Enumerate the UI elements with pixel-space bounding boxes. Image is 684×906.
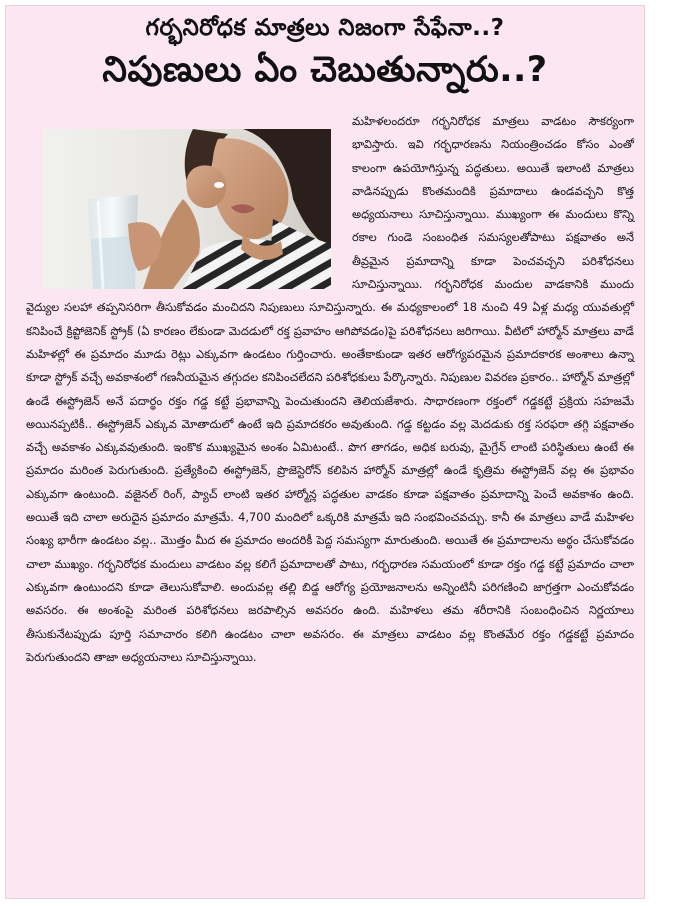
headline-question: గర్భనిరోధక మాత్రలు నిజంగా సేఫేనా..? [145,15,505,41]
newspaper-clipping [5,5,645,899]
image-text-wrap-spacer [26,110,352,282]
headline-main: నిపుణులు ఏం చెబుతున్నారు..? [102,50,548,90]
article-text: మహిళలందరూ గర్భనిరోధక మాత్రలు వాడటం సౌకర్యంగా భావిస్తారు. ఇవి గర్భధారణను నియంత్రించడం కోసం ఎంతో కాలంగా ఉపయోగిస్తున్న పద్ధతులు. అయితే ఇలాంటి మాత్రలు వాడినప్పుడు కొంతమందికి ప్రమాదాలు ఉండవచ్చని కొత్త అధ్యయనాలు సూచిస్తున్నాయి. ముఖ్యంగా ఈ మందులు కొన్ని రకాల గుండె సంబంధిత సమస్యలతోపాటు పక్షవాతం అనే తీవ్రమైన ప్రమాదాన్ని కూడా పెంచవచ్చని పరిశోధనలు సూచిస్తున్నాయి. గర్భనిరోధక మందుల వాడకానికి ముందు వైద్యుల సలహా తప్పనిసరిగా తీసుకోవడం మంచిదని నిపుణులు సూచిస్తున్నారు. ఈ మధ్యకాలంలో 18 నుంచి 49 ఏళ్ల మధ్య యువతుల్లో కనిపించే క్రిప్టోజెనిక్ స్ట్రోక్ (ఏ కారణం లేకుండా మెదడులో రక్త ప్రవాహం ఆగిపోవడం)పై పరిశోధనలు జరిగాయి. వీటిలో హార్మోన్ మాత్రలు వాడే మహిళల్లో ఈ ప్రమాదం మూడు రెట్లు ఎక్కువగా ఉండటం గుర్తించారు. అంతేకాకుండా ఇతర ఆరోగ్యపరమైన ప్రమాదకారక అంశాలు ఉన్నా కూడా స్ట్రోక్ వచ్చే అవకాశంలో గణనీయమైన తగ్గుదల కనిపించలేదని పరిశోధకులు పేర్కొన్నారు. నిపుణుల వివరణ ప్రకారం.. హార్మోన్ మాత్రల్లో ఉండే ఈస్ట్రోజెన్ అనే పదార్థం రక్తం గడ్డ కట్టే ప్రభావాన్ని పెంచుతుందని తెలియజేశారు. సాధారణంగా రక్తంలో గడ్డకట్టే ప్రక్రియ సహజమే అయినప్పటికీ.. ఈస్ట్రోజెన్ ఎక్కువ మోతాదులో ఉంటే ఇది ప్రమాదకరం అవుతుంది. గడ్డ కట్టడం వల్ల మెదడుకు రక్త సరఫరా తగ్గి పక్షవాతం వచ్చే అవకాశం ఎక్కువవుతుంది. ఇంకొక ముఖ్యమైన అంశం ఏమిటంటే.. పొగ తాగడం, అధిక బరువు, మైగ్రేన్ లాంటి పరిస్థితులు ఉంటే ఈ ప్రమాదం మరింత పెరుగుతుంది. ప్రత్యేకించి ఈస్ట్రోజెన్, ప్రొజెస్టెరోన్ కలిపిన హార్మోన్ మాత్రల్లో ఉండే కృత్రిమ ఈస్ట్రోజెన్ వల్ల ఈ ప్రభావం ఎక్కువగా ఉంటుంది. వజైనల్ రింగ్, ప్యాచ్ లాంటి ఇతర హార్మోన్ల పద్ధతుల వాడకం కూడా పక్షవాతం ప్రమాదాన్ని పెంచే అవకాశం ఉంది. అయితే ఇది చాలా అరుదైన ప్రమాదం మాత్రమే. 4,700 మందిలో ఒక్కరికి మాత్రమే ఇది సంభవించవచ్చు. కానీ ఈ మాత్రలు వాడే మహిళల సంఖ్య భారీగా ఉండటం వల్ల.. మొత్తం మీద ఈ ప్రమాదం అందరికీ పెద్ద సమస్యగా మారుతుంది. అయితే ఈ ప్రమాదాలను అర్థం చేసుకోవడం చాలా ముఖ్యం. గర్భనిరోధక మందులు వాడటం వల్ల కలిగే ప్రమాదాలతో పాటు, గర్భధారణ సమయంలో కూడా రక్తం గడ్డ కట్టే ప్రమాదం చాలా ఎక్కువగా ఉంటుందని కూడా తెలుసుకోవాలి. అందువల్ల తల్లి బిడ్డ ఆరోగ్య ప్రయోజనాలను అన్నింటినీ పరిగణించి జాగ్రత్తగా ఎంచుకోవడం అవసరం. ఈ అంశంపై మరింత పరిశోధనలు జరపాల్సిన అవసరం ఉంది. మహిళలు తమ శరీరానికి సంబంధించిన నిర్ణయాలు తీసుకునేటప్పుడు పూర్తి సమాచారం కలిగి ఉండటం చాలా అవసరం. ఈ మాత్రలు వాడటం వల్ల కొంతమేర రక్తం గడ్డకట్టే ప్రమాదం పెరుగుతుందని తాజా అధ్యయనాలు సూచిస్తున్నాయి. [26,114,634,664]
article-body [26,110,634,669]
